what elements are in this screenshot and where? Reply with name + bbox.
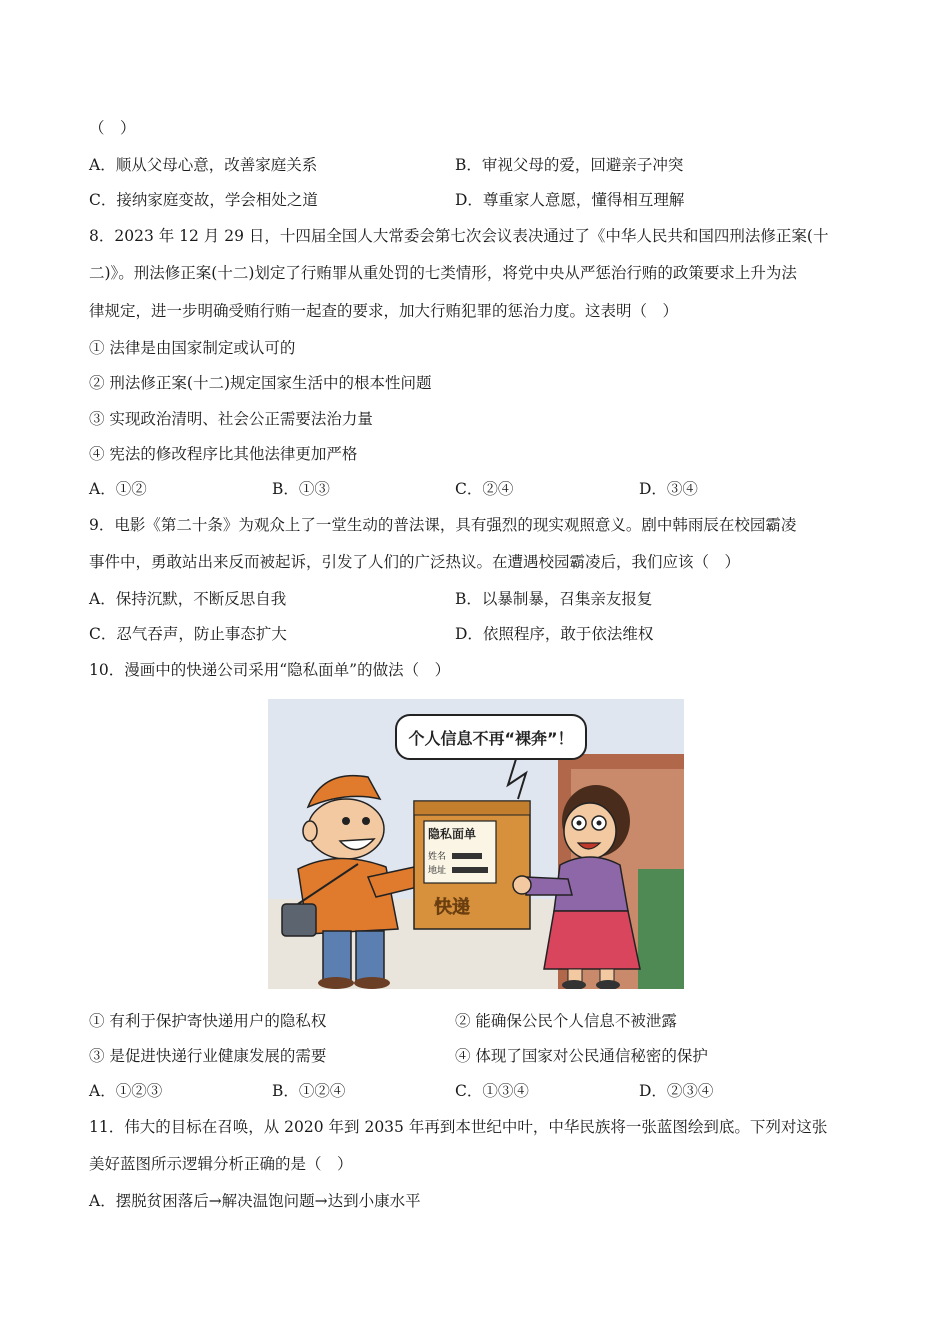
- q10-option-c: C．①③④: [455, 1082, 529, 1100]
- q8-statement-3: ③ 实现政治清明、社会公正需要法治力量: [89, 410, 373, 428]
- waybill-name-field: 姓名: [428, 852, 447, 862]
- waybill-addr-field: 地址: [428, 866, 447, 876]
- q9-option-c: C．忍气吞声，防止事态扩大: [89, 625, 287, 643]
- q8-option-d: D．③④: [639, 480, 698, 498]
- q10-statement-2: ② 能确保公民个人信息不被泄露: [455, 1012, 677, 1030]
- q7-option-c: C．接纳家庭变故，学会相处之道: [89, 191, 318, 209]
- q11-stem-line1: 11．伟大的目标在召唤，从 2020 年到 2035 年再到本世纪中叶，中华民族将一张蓝图绘到底。下列对这张: [89, 1118, 828, 1136]
- q8-stem-line2: 二)》。刑法修正案(十二)划定了行贿罪从重处罚的七类情形，将党中央从严惩治行贿的政策要求上升为法: [89, 264, 797, 282]
- q8-stem-line3: 律规定，进一步明确受贿行贿一起查的要求，加大行贿犯罪的惩治力度。这表明（ ）: [89, 302, 679, 320]
- q9-option-a: A．保持沉默，不断反思自我: [89, 590, 287, 608]
- q8-statement-1: ① 法律是由国家制定或认可的: [89, 339, 296, 357]
- bubble-text: 个人信息不再“裸奔”！: [408, 729, 574, 748]
- q10-statement-1: ① 有利于保护寄快递用户的隐私权: [89, 1012, 327, 1030]
- q7-option-d: D．尊重家人意愿，懂得相互理解: [455, 191, 685, 209]
- waybill-label: 隐私面单: [428, 827, 477, 841]
- q9-stem-line1: 9．电影《第二十条》为观众上了一堂生动的普法课，具有强烈的现实观照意义。剧中韩雨辰在校园霸凌: [89, 516, 797, 534]
- q7-paren: （ ）: [89, 119, 136, 137]
- privacy-waybill-cartoon: [268, 699, 684, 989]
- q9-stem-line2: 事件中，勇敢站出来反而被起诉，引发了人们的广泛热议。在遭遇校园霸凌后，我们应该（ ）: [89, 553, 741, 571]
- q8-option-c: C．②④: [455, 480, 514, 498]
- q11-option-a: A．摆脱贫困落后→解决温饱问题→达到小康水平: [89, 1192, 421, 1210]
- q8-option-b: B．①③: [272, 480, 330, 498]
- q9-option-b: B．以暴制暴，召集亲友报复: [455, 590, 653, 608]
- q9-option-d: D．依照程序，敢于依法维权: [455, 625, 654, 643]
- q8-stem-line1: 8．2023 年 12 月 29 日，十四届全国人大常委会第七次会议表决通过了《中华人民共和国四刑法修正案(十: [89, 227, 829, 245]
- q10-option-a: A．①②③: [89, 1082, 163, 1100]
- q7-option-a: A．顺从父母心意，改善家庭关系: [89, 156, 318, 174]
- q8-statement-2: ② 刑法修正案(十二)规定国家生活中的根本性问题: [89, 374, 432, 392]
- box-text: 快递: [434, 897, 470, 918]
- q10-option-b: B．①②④: [272, 1082, 346, 1100]
- q11-stem-line2: 美好蓝图所示逻辑分析正确的是（ ）: [89, 1155, 353, 1173]
- q8-option-a: A．①②: [89, 480, 147, 498]
- q10-option-d: D．②③④: [639, 1082, 714, 1100]
- q10-stem-line1: 10．漫画中的快递公司采用“隐私面单”的做法（ ）: [89, 661, 451, 679]
- q8-statement-4: ④ 宪法的修改程序比其他法律更加严格: [89, 445, 358, 463]
- q10-statement-4: ④ 体现了国家对公民通信秘密的保护: [455, 1047, 708, 1065]
- q7-option-b: B．审视父母的爱，回避亲子冲突: [455, 156, 684, 174]
- q10-statement-3: ③ 是促进快递行业健康发展的需要: [89, 1047, 327, 1065]
